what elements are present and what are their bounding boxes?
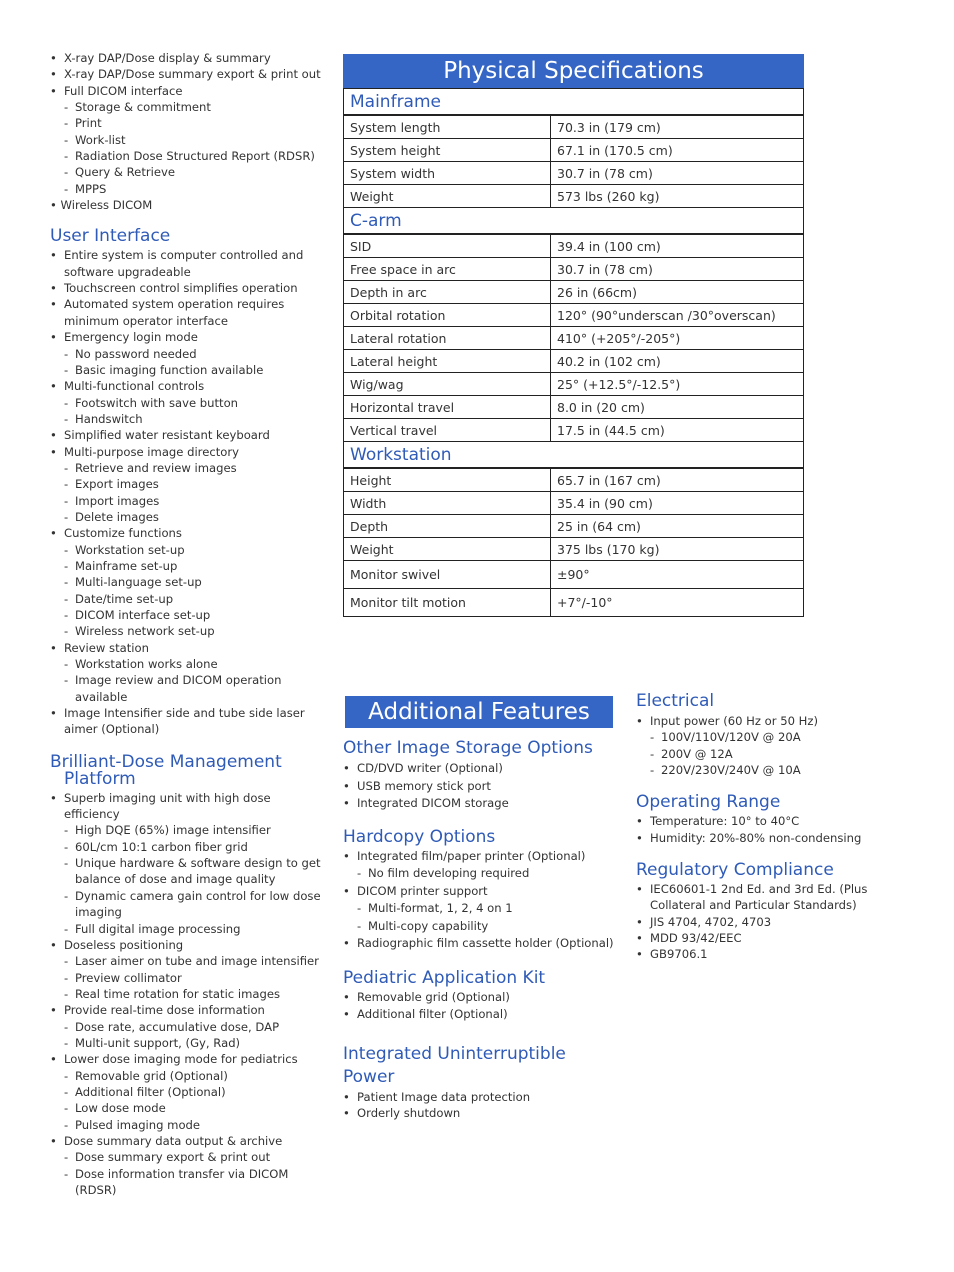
spec-label-cell: Monitor tilt motion [344,589,551,617]
sub-list-item: - 60L/cm 10:1 carbon fiber grid [50,839,325,855]
sub-list-item: - Laser aimer on tube and image intensifier [50,953,325,969]
table-row [344,185,804,208]
sub-list-item: - Delete images [50,509,325,525]
sub-list-item: - No film developing required [343,865,623,883]
list-item: • MDD 93/42/EEC [636,930,876,946]
list-item: • Humidity: 20%-80% non-condensing [636,830,876,846]
sub-list-item: - Multi-unit support, (Gy, Rad) [50,1035,325,1051]
ups-heading-line2: Power [343,1066,395,1087]
electrical-heading: Electrical [636,691,715,711]
storage-options-list [343,760,623,813]
c-arm-section-row [344,208,804,235]
spec-value-cell: 35.4 in (90 cm) [551,492,804,515]
sub-list-item: - 100V/110V/120V @ 20A [636,729,876,745]
regulatory-compliance-list [636,881,876,963]
mainframe-section-heading: Mainframe [344,89,804,116]
spec-value-cell: 67.1 in (170.5 cm) [551,139,804,162]
hardcopy-options-list [343,848,623,953]
spec-label-cell: SID [344,234,551,258]
spec-value-cell: 410° (+205°/-205°) [551,327,804,350]
additional-features-banner [345,696,613,728]
list-item: • Lower dose imaging mode for pediatrics [50,1051,325,1067]
list-item: • GB9706.1 [636,946,876,962]
spec-label-cell: Lateral rotation [344,327,551,350]
sub-list-item: - Retrieve and review images [50,460,325,476]
spec-value-cell: 30.7 in (78 cm) [551,162,804,185]
sub-list-item: - DICOM interface set-up [50,607,325,623]
spec-label-cell: System length [344,115,551,139]
spec-value-cell: 40.2 in (102 cm) [551,350,804,373]
list-item: • Provide real-time dose information [50,1002,325,1018]
ups-heading [343,1043,623,1089]
sub-list-item: - 220V/230V/240V @ 10A [636,762,876,778]
c-arm-section-heading: C-arm [344,208,804,235]
sub-list-item: - Footswitch with save button [50,395,325,411]
sub-list-item: - Low dose mode [50,1100,325,1116]
physical-specifications-banner [343,54,804,88]
list-item: • Integrated film/paper printer (Optional) [343,848,623,866]
spec-value-cell: ±90° [551,561,804,589]
ups-heading-line1: Integrated Uninterruptible [343,1043,566,1064]
table-row [344,589,804,617]
list-item: • Review station [50,640,325,656]
sub-list-item: - 200V @ 12A [636,746,876,762]
brilliant-dose-heading-line1: Brilliant-Dose Management [50,751,282,772]
pediatric-kit-list [343,989,623,1024]
sub-list-item: - Work-list [50,132,325,148]
table-row [344,115,804,139]
list-item: • DICOM printer support [343,883,623,901]
operating-range-heading: Operating Range [636,792,781,813]
spec-label-cell: Depth in arc [344,281,551,304]
list-item: • Orderly shutdown [343,1105,623,1121]
table-row [344,373,804,396]
list-item: • Input power (60 Hz or 50 Hz) [636,713,876,729]
list-item: • Doseless positioning [50,937,325,953]
sub-list-item: - Unique hardware & software design to get balance of dose and image quality [50,855,325,888]
sub-list-item: - Handswitch [50,411,325,427]
spec-label-cell: Weight [344,185,551,208]
sub-list-item: - Pulsed imaging mode [50,1117,325,1133]
right-column [636,693,876,963]
list-item: • Touchscreen control simplifies operation [50,280,325,296]
spec-value-cell: 17.5 in (44.5 cm) [551,419,804,442]
workstation-section-row [344,442,804,469]
sub-list-item: - Print [50,115,325,131]
list-item: • Automated system operation requires minimum operator interface [50,296,325,329]
list-item: • IEC60601-1 2nd Ed. and 3rd Ed. (Plus Collateral and Particular Standards) [636,881,876,914]
list-item: • Multi-purpose image directory [50,444,325,460]
brilliant-dose-heading-line2: Platform [64,768,136,789]
spec-value-cell: 39.4 in (100 cm) [551,234,804,258]
table-row [344,561,804,589]
sub-list-item: - Export images [50,476,325,492]
sub-list-item: - Workstation set-up [50,542,325,558]
sub-list-item: - Dose summary export & print out [50,1149,325,1165]
additional-features-title: Additional Features [368,699,590,725]
list-item: • Emergency login mode [50,329,325,345]
ups-list [343,1089,623,1122]
operating-range-list [636,813,876,846]
list-item: • Temperature: 10° to 40°C [636,813,876,829]
sub-list-item: - Multi-language set-up [50,574,325,590]
spec-label-cell: Free space in arc [344,258,551,281]
list-item: • Dose summary data output & archive [50,1133,325,1149]
table-row [344,327,804,350]
table-row [344,258,804,281]
list-item: • Wireless DICOM [50,198,153,213]
table-row [344,419,804,442]
sub-list-item: - Workstation works alone [50,656,325,672]
brilliant-dose-list [50,790,325,1199]
table-row [344,234,804,258]
list-item: • Patient Image data protection [343,1089,623,1105]
sub-list-item: - Multi-format, 1, 2, 4 on 1 [343,900,623,918]
spec-value-cell: 65.7 in (167 cm) [551,468,804,492]
list-item: • USB memory stick port [343,778,623,796]
spec-value-cell: 8.0 in (20 cm) [551,396,804,419]
spec-value-cell: 573 lbs (260 kg) [551,185,804,208]
table-row [344,492,804,515]
list-item: • X-ray DAP/Dose summary export & print out [50,66,325,82]
dicom-feature-list [50,50,325,213]
sub-list-item: - Preview collimator [50,970,325,986]
list-item: • JIS 4704, 4702, 4703 [636,914,876,930]
sub-list-item: - Dynamic camera gain control for low dose imaging [50,888,325,921]
physical-specifications-title: Physical Specifications [443,58,704,84]
spec-label-cell: Lateral height [344,350,551,373]
sub-list-item: - Real time rotation for static images [50,986,325,1002]
table-row [344,162,804,185]
list-item: • X-ray DAP/Dose display & summary [50,50,325,66]
table-row [344,468,804,492]
spec-value-cell: 26 in (66cm) [551,281,804,304]
user-interface-list [50,247,325,737]
physical-specifications-table [343,88,804,617]
sub-list-item: - Dose rate, accumulative dose, DAP [50,1019,325,1035]
sub-list-item: - High DQE (65%) image intensifier [50,822,325,838]
user-interface-heading: User Interface [50,226,171,247]
table-row [344,304,804,327]
list-item: • Superb imaging unit with high dose efficiency [50,790,325,823]
list-item: • Simplified water resistant keyboard [50,427,325,443]
additional-features-column [343,740,623,1121]
sub-list-item: - Additional filter (Optional) [50,1084,325,1100]
workstation-section-heading: Workstation [344,442,804,469]
spec-value-cell: 120° (90°underscan /30°overscan) [551,304,804,327]
spec-label-cell: Depth [344,515,551,538]
sub-list-item: - Removable grid (Optional) [50,1068,325,1084]
spec-value-cell: 375 lbs (170 kg) [551,538,804,561]
list-item: • Multi-functional controls [50,378,325,394]
regulatory-compliance-heading: Regulatory Compliance [636,860,834,881]
spec-label-cell: Orbital rotation [344,304,551,327]
sub-list-item: - MPPS [50,181,325,197]
sub-list-item: - Mainframe set-up [50,558,325,574]
spec-label-cell: Height [344,468,551,492]
left-column [50,50,325,1198]
brilliant-dose-heading [50,751,325,789]
sub-list-item: - Wireless network set-up [50,623,325,639]
list-item: • CD/DVD writer (Optional) [343,760,623,778]
sub-list-item: - Full digital image processing [50,921,325,937]
list-item: • Additional filter (Optional) [343,1006,623,1024]
table-row [344,350,804,373]
sub-list-item: - Storage & commitment [50,99,325,115]
sub-list-item: - Query & Retrieve [50,164,325,180]
sub-list-item: - Radiation Dose Structured Report (RDSR) [50,148,325,164]
list-item: • Entire system is computer controlled and software upgradeable [50,247,325,280]
list-item: • Removable grid (Optional) [343,989,623,1007]
spec-value-cell: 25 in (64 cm) [551,515,804,538]
table-row [344,515,804,538]
hardcopy-options-heading: Hardcopy Options [343,826,496,847]
spec-value-cell: +7°/-10° [551,589,804,617]
spec-label-cell: Weight [344,538,551,561]
table-row [344,538,804,561]
spec-value-cell: 30.7 in (78 cm) [551,258,804,281]
spec-label-cell: System width [344,162,551,185]
spec-label-cell: Width [344,492,551,515]
electrical-list [636,713,876,778]
spec-label-cell: Horizontal travel [344,396,551,419]
list-item: • Integrated DICOM storage [343,795,623,813]
spec-label-cell: System height [344,139,551,162]
list-item: • Full DICOM interface [50,83,325,99]
list-item: • Customize functions [50,525,325,541]
spec-label-cell: Wig/wag [344,373,551,396]
list-item: • Radiographic film cassette holder (Optional) [343,935,623,953]
sub-list-item: - Image review and DICOM operation available [50,672,325,705]
spec-label-cell: Vertical travel [344,419,551,442]
sub-list-item: - Dose information transfer via DICOM (RDSR) [50,1166,325,1199]
table-row [344,139,804,162]
pediatric-kit-heading: Pediatric Application Kit [343,967,546,988]
sub-list-item: - No password needed [50,346,325,362]
spec-value-cell: 25° (+12.5°/-12.5°) [551,373,804,396]
sub-list-item: - Import images [50,493,325,509]
spec-value-cell: 70.3 in (179 cm) [551,115,804,139]
list-item: • Image Intensifier side and tube side laser aimer (Optional) [50,705,325,738]
spec-label-cell: Monitor swivel [344,561,551,589]
sub-list-item: - Multi-copy capability [343,918,623,936]
table-row [344,396,804,419]
sub-list-item: - Date/time set-up [50,591,325,607]
mainframe-section-row [344,89,804,116]
table-row [344,281,804,304]
sub-list-item: - Basic imaging function available [50,362,325,378]
storage-options-heading: Other Image Storage Options [343,738,593,758]
